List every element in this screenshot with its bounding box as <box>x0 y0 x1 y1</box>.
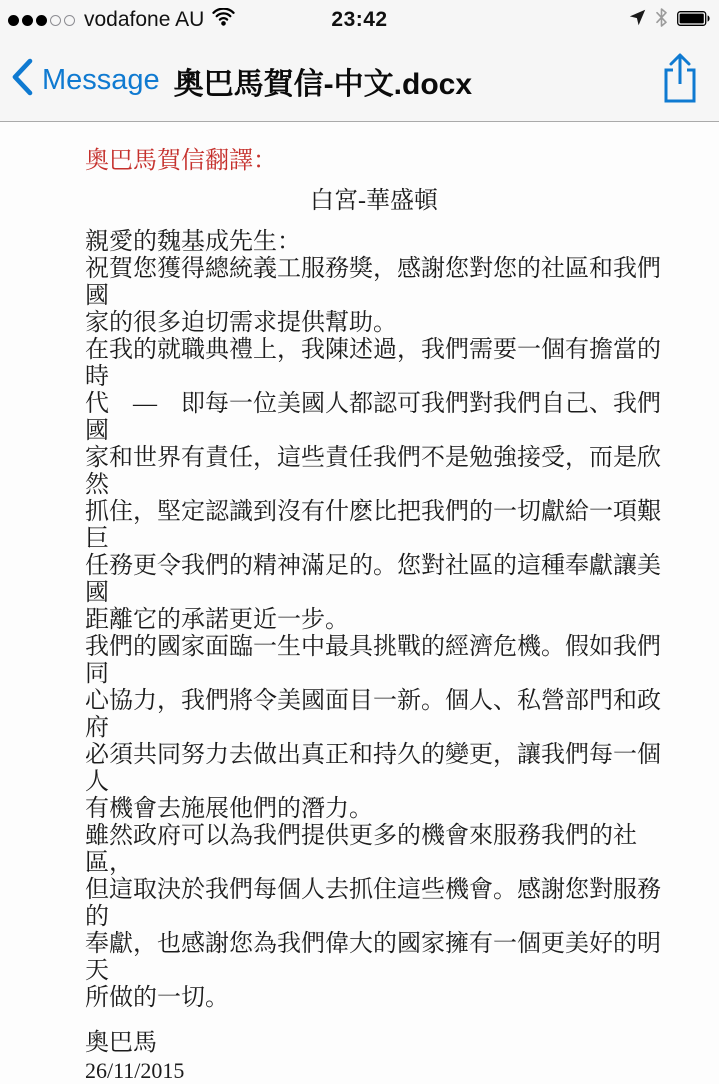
doc-line: 家和世界有責任，這些責任我們不是勉強接受，而是欣然 <box>85 445 661 498</box>
chevron-left-icon <box>10 58 34 104</box>
doc-line: 抓住，堅定認識到沒有什麽比把我們的一切獻給一項艱巨 <box>85 499 661 552</box>
bluetooth-icon <box>655 8 668 33</box>
back-label: Message <box>42 64 160 96</box>
doc-line: 所做的一切。 <box>85 985 229 1011</box>
clock: 23:42 <box>331 8 388 31</box>
doc-line: 任務更令我們的精神滿足的。您對社區的這種奉獻讓美國 <box>85 553 661 606</box>
doc-line: 雖然政府可以為我們提供更多的機會來服務我們的社區， <box>85 823 637 876</box>
back-button[interactable] <box>10 58 160 104</box>
signal-dot <box>8 15 19 26</box>
cell-signal-dots <box>8 15 75 26</box>
document-title: 奧巴馬賀信-中文.docx <box>173 67 473 101</box>
doc-line: 祝賀您獲得總統義工服務獎，感謝您對您的社區和我們國 <box>85 256 661 309</box>
battery-full-icon <box>677 8 711 32</box>
status-bar <box>0 0 719 40</box>
doc-line: 有機會去施展他們的潛力。 <box>85 796 373 822</box>
doc-subheading: 白宮-華盛頓 <box>310 188 438 214</box>
top-chrome <box>0 0 719 122</box>
doc-line: 在我的就職典禮上，我陳述過，我們需要一個有擔當的時 <box>85 337 661 390</box>
doc-line: 家的很多迫切需求提供幫助。 <box>85 310 397 336</box>
doc-body <box>85 229 663 1012</box>
doc-line: 我們的國家面臨一生中最具挑戰的經濟危機。假如我們同 <box>85 634 661 687</box>
carrier-label: vodafone AU <box>84 8 205 31</box>
share-button[interactable] <box>655 49 705 112</box>
doc-date: 26/11/2015 <box>85 1058 185 1083</box>
doc-line: 距離它的承諾更近一步。 <box>85 607 349 633</box>
signal-dot <box>36 15 47 26</box>
status-bar-left <box>8 8 331 33</box>
document-viewer[interactable] <box>0 122 719 1084</box>
doc-line: 必須共同努力去做出真正和持久的變更，讓我們每一個人 <box>85 742 661 795</box>
signal-dot <box>64 15 75 26</box>
signal-dot <box>50 15 61 26</box>
location-arrow-icon <box>629 8 646 32</box>
status-bar-right <box>388 8 711 33</box>
wifi-icon <box>211 8 236 33</box>
doc-line: 代 — 即每一位美國人都認可我們對我們自己、我們國 <box>85 391 661 444</box>
navigation-bar <box>0 40 719 121</box>
share-icon <box>659 92 701 109</box>
signature: 奧巴馬 <box>85 1030 157 1056</box>
doc-line: 奉獻，也感謝您為我們偉大的國家擁有一個更美好的明天 <box>85 931 661 984</box>
doc-line: 心協力，我們將令美國面目一新。個人、私營部門和政府 <box>85 688 661 741</box>
signal-dot <box>22 15 33 26</box>
doc-line: 但這取決於我們每個人去抓住這些機會。感謝您對服務的 <box>85 877 661 930</box>
doc-heading: 奧巴馬賀信翻譯： <box>85 148 277 174</box>
doc-line: 親愛的魏基成先生： <box>85 229 301 255</box>
